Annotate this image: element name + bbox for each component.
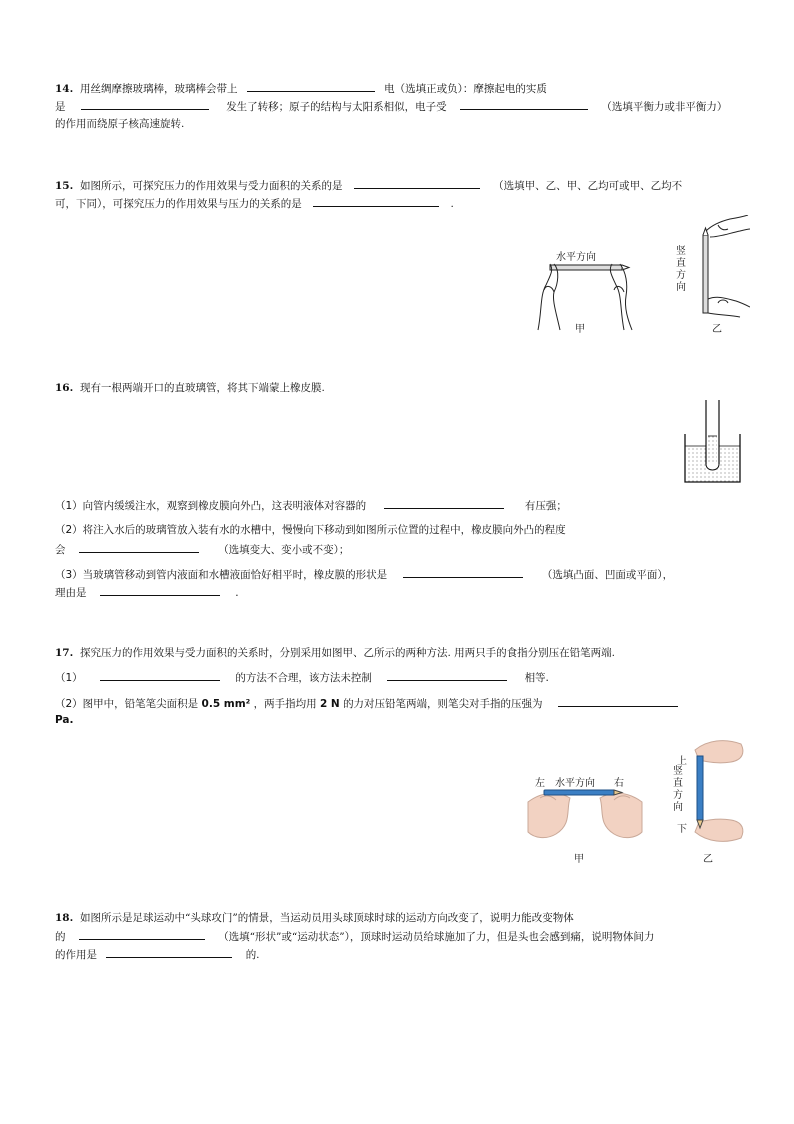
q15-text: . (450, 198, 454, 210)
q14-text: （选填平衡力或非平衡力） (601, 101, 728, 113)
q14-text: 的作用而绕原子核高速旋转. (55, 118, 185, 130)
q18-text: 的. (245, 949, 260, 961)
q16-text: （选填凸面、凹面或平面）， (541, 569, 674, 581)
q17-fig-down-label: 下 (677, 824, 687, 835)
q17-fig-right-label: 右 (614, 778, 624, 789)
q17-text: （1） (55, 672, 83, 684)
pencil-icon (697, 756, 703, 820)
pencil-icon (703, 235, 708, 313)
q16-text: 有压强； (524, 500, 567, 512)
q18-line1 (55, 910, 574, 925)
pencil-icon (544, 790, 614, 795)
q16-part2 (55, 522, 566, 537)
q17-unit: Pa. (55, 714, 74, 726)
q16-text: 理由是 (55, 587, 87, 599)
q16-part3 (55, 566, 673, 582)
q18-text: （选填“形状”或“运动状态”），顶球时运动员给球施加了力，但是头也会感到痛，说明物体间力 (218, 931, 655, 943)
q17-text: （2）图甲中，铅笔笔尖面积是 (55, 698, 199, 710)
q17-text: 的力对压铅笔两端，则笔尖对手指的压强为 (343, 698, 543, 710)
q17-blank-2[interactable] (387, 669, 507, 681)
q17-figure-yi (685, 738, 745, 844)
q17-fig-vertical-label: 竖直方向 (673, 766, 683, 813)
q14-text: 用丝绸摩擦玻璃棒，玻璃棒会带上 (79, 83, 238, 95)
q17-line1 (55, 645, 615, 660)
q14-blank-3[interactable] (460, 98, 588, 110)
q14-blank-2[interactable] (81, 98, 209, 110)
left-hand-icon (528, 793, 570, 837)
q15-text: 如图所示，可探究压力的作用效果与受力面积的关系的是 (79, 180, 343, 192)
q17-part2 (55, 695, 678, 711)
q16-line1 (55, 380, 325, 395)
q15-figure-yi (690, 215, 750, 320)
q14-line2 (55, 98, 727, 114)
q18-line3 (55, 946, 260, 962)
q15-number: 15. (55, 180, 74, 192)
q15-fig-yi-caption: 乙 (712, 324, 722, 335)
q18-text: 如图所示是足球运动中“头球攻门”的情景，当运动员用头球顶球时球的运动方向改变了，说明力能改变物体 (79, 912, 574, 924)
q15-line2 (55, 195, 454, 211)
q16-figure (684, 400, 742, 484)
q16-text: 会 (55, 544, 66, 556)
q16-text: （1）向管内缓缓注水，观察到橡皮膜向外凸，这表明液体对容器的 (55, 500, 367, 512)
q17-text: 相等. (524, 672, 549, 684)
q18-text: 的 (55, 931, 66, 943)
q14-line3 (55, 116, 184, 131)
q17-text: ，两手指均用 (253, 698, 317, 710)
q17-figure-jia (526, 782, 644, 842)
q18-text: 的作用是 (55, 949, 97, 961)
q18-number: 18. (55, 912, 74, 924)
lower-hand-icon (708, 297, 750, 317)
q15-text: 可，下同），可探究压力的作用效果与压力的关系的是 (55, 198, 302, 210)
q16-number: 16. (55, 382, 74, 394)
right-hand-icon (610, 264, 632, 330)
q18-blank-2[interactable] (106, 946, 232, 958)
q17-number: 17. (55, 647, 74, 659)
q17-fig-yi-caption: 乙 (703, 854, 713, 865)
q17-text: 探究压力的作用效果与受力面积的关系时，分别采用如图甲、乙所示的两种方法. 用两只手的食指分别压在铅笔两端. (79, 647, 615, 659)
q16-blank-4[interactable] (100, 584, 220, 596)
q15-fig-horizontal-label: 水平方向 (556, 252, 596, 263)
right-hand-icon (600, 793, 642, 837)
q16-blank-1[interactable] (384, 497, 504, 509)
q14-line1 (55, 80, 547, 96)
q15-text: （选填甲、乙、甲、乙均可或甲、乙均不 (493, 180, 683, 192)
q16-text: （2）将注入水后的玻璃管放入装有水的水槽中，慢慢向下移动到如图所示位置的过程中，橡皮膜向外凸的程度 (55, 524, 566, 536)
left-hand-icon (538, 264, 560, 330)
q17-blank-3[interactable] (558, 695, 678, 707)
q16-text: 现有一根两端开口的直玻璃管，将其下端蒙上橡皮膜. (79, 382, 325, 394)
q15-line1 (55, 177, 682, 193)
q18-line2 (55, 928, 654, 944)
q14-text: 是 (55, 101, 66, 113)
q14-text: 发生了转移；原子的结构与太阳系相似，电子受 (226, 101, 447, 113)
upper-hand-icon (706, 215, 750, 237)
q17-blank-1[interactable] (100, 669, 220, 681)
q14-text: 电（选填正或负）：摩擦起电的实质 (384, 83, 547, 95)
q16-text: （3）当玻璃管移动到管内液面和水槽液面恰好相平时，橡皮膜的形状是 (55, 569, 388, 581)
q15-blank-2[interactable] (313, 195, 439, 207)
q18-blank-1[interactable] (79, 928, 205, 940)
q17-force-value: 2 N (319, 698, 340, 710)
q17-area-value: 0.5 mm² (201, 698, 251, 710)
q16-text: . (235, 587, 239, 599)
q16-part3-cont (55, 584, 239, 600)
q17-fig-up-label: 上 (677, 756, 687, 767)
q17-part1 (55, 669, 549, 685)
q16-part2-cont (55, 541, 349, 557)
q17-fig-horizontal-label: 水平方向 (555, 778, 595, 789)
q16-blank-2[interactable] (79, 541, 199, 553)
q15-fig-vertical-label: 竖直方向 (676, 246, 686, 293)
q17-text: 的方法不合理，该方法未控制 (235, 672, 372, 684)
q17-fig-left-label: 左 (535, 778, 545, 789)
q17-fig-jia-caption: 甲 (574, 854, 584, 865)
q15-blank-1[interactable] (354, 177, 480, 189)
q15-fig-jia-caption: 甲 (575, 324, 585, 335)
q16-text: （选填变大、变小或不变）； (218, 544, 350, 556)
q16-blank-3[interactable] (403, 566, 523, 578)
q16-part1 (55, 497, 567, 513)
q14-number: 14. (55, 83, 74, 95)
q14-blank-1[interactable] (247, 80, 375, 92)
